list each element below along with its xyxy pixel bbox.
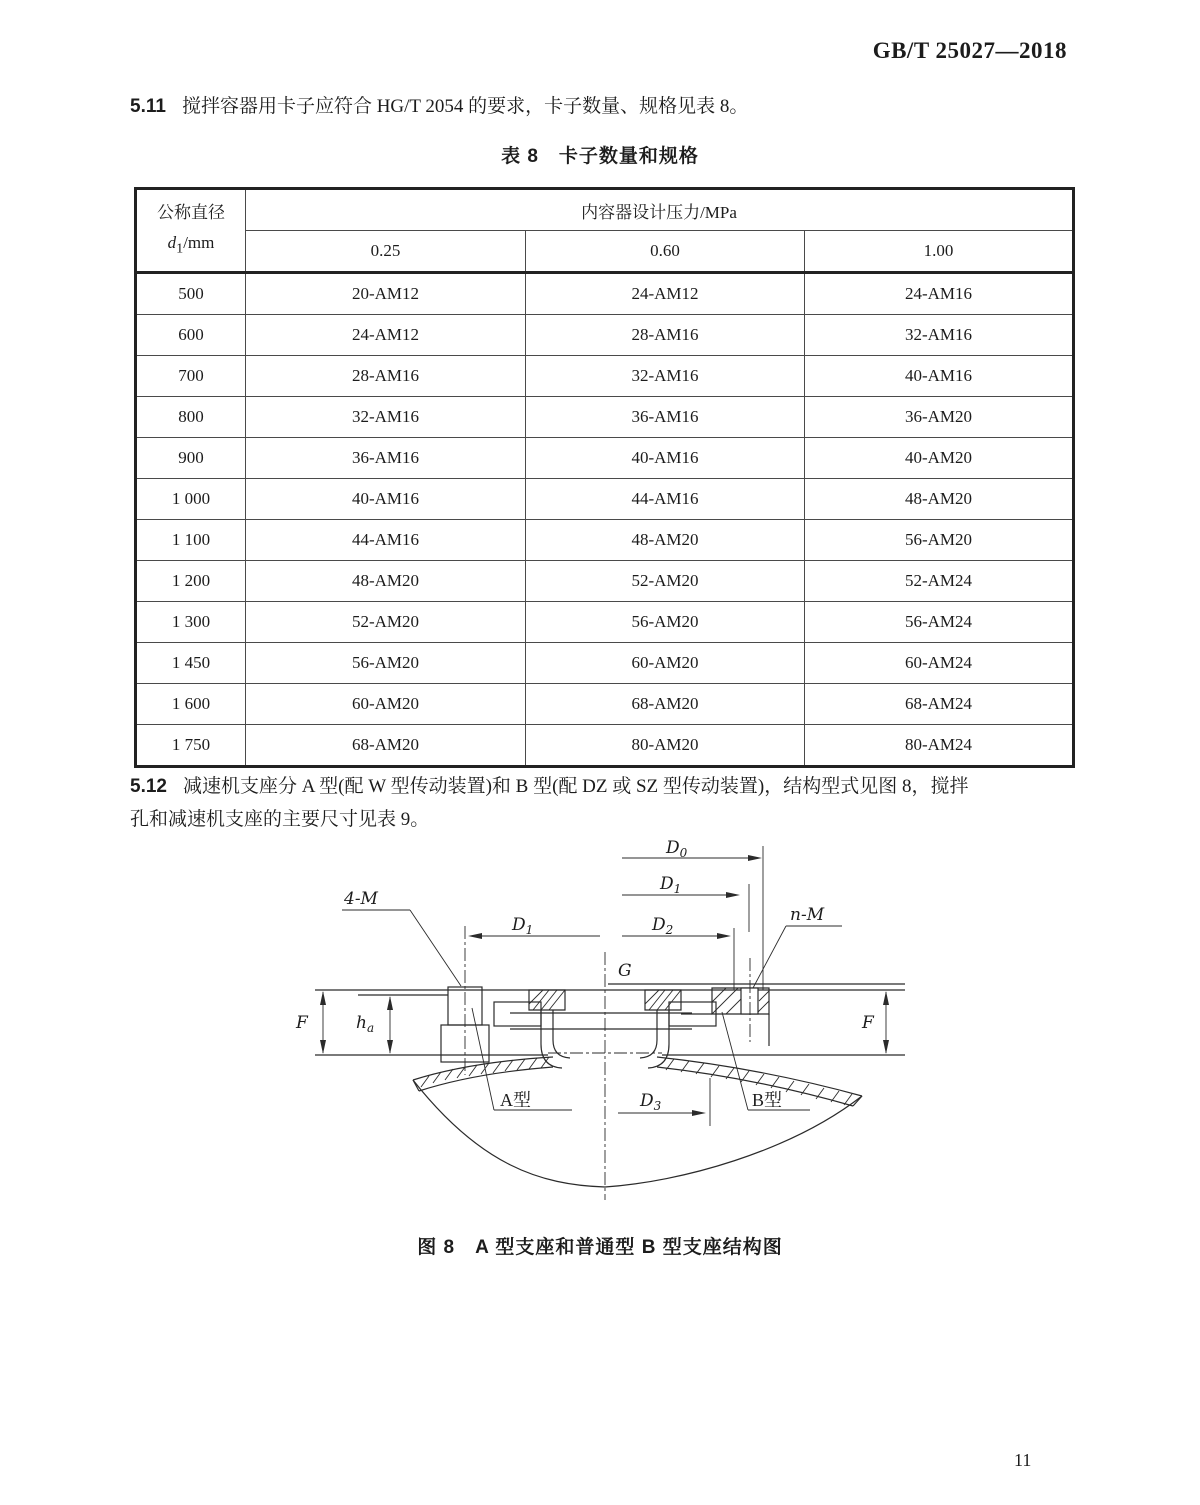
figure8-drawing xyxy=(0,840,1200,1210)
dim-label-d0: $D_0$ xyxy=(666,840,688,860)
clause-5-12 xyxy=(130,770,1075,836)
diameter-cell: 1 200 xyxy=(136,561,246,602)
dim-label-ha: $h_a$ xyxy=(356,1013,375,1035)
dim-label-d1-left: $D_1$ xyxy=(512,915,534,937)
table8 xyxy=(134,187,1075,768)
diameter-header-cell xyxy=(136,189,246,273)
section-hatching xyxy=(421,988,852,1105)
diameter-cell: 900 xyxy=(136,438,246,479)
clamp-spec-cell: 32-AM16 xyxy=(246,397,526,438)
clamp-spec-cell: 80-AM24 xyxy=(805,725,1074,767)
diameter-label: 公称直径 xyxy=(157,202,225,222)
clamp-spec-cell: 60-AM20 xyxy=(246,684,526,725)
type-a-label: A型 xyxy=(500,1090,531,1110)
table-row xyxy=(136,356,1074,397)
clamp-spec-cell: 56-AM20 xyxy=(805,520,1074,561)
clause-text: 搅拌容器用卡子应符合 HG/T 2054 的要求，卡子数量、规格见表 8。 xyxy=(181,96,749,117)
clamp-spec-cell: 24-AM16 xyxy=(805,273,1074,315)
pressure-header-cell: 内容器设计压力/MPa xyxy=(246,189,1074,231)
table-row xyxy=(136,602,1074,643)
clamp-spec-cell: 36-AM16 xyxy=(246,438,526,479)
table-row xyxy=(136,397,1074,438)
clamp-spec-cell: 24-AM12 xyxy=(246,315,526,356)
clamp-spec-cell: 24-AM12 xyxy=(526,273,805,315)
clause-5-11 xyxy=(130,90,1075,123)
diameter-cell: 1 600 xyxy=(136,684,246,725)
diameter-cell: 500 xyxy=(136,273,246,315)
diameter-cell: 1 300 xyxy=(136,602,246,643)
clause-number: 5.11 xyxy=(130,96,166,117)
clamp-spec-cell: 56-AM24 xyxy=(805,602,1074,643)
table-row xyxy=(136,520,1074,561)
table-row xyxy=(136,684,1074,725)
clamp-spec-cell: 48-AM20 xyxy=(246,561,526,602)
dim-label-d3: $D_3$ xyxy=(640,1091,662,1113)
clamp-spec-cell: 40-AM20 xyxy=(805,438,1074,479)
clause-text: 减速机支座分 A 型(配 W 型传动装置)和 B 型(配 DZ 或 SZ 型传动装置)，结构型式见图 8，搅拌 xyxy=(182,776,969,797)
table8-body xyxy=(136,273,1074,767)
bolt-label-4m: 4-M xyxy=(344,889,378,909)
clamp-spec-cell: 60-AM24 xyxy=(805,643,1074,684)
clamp-spec-cell: 80-AM20 xyxy=(526,725,805,767)
clause-number: 5.12 xyxy=(130,776,167,797)
diameter-cell: 700 xyxy=(136,356,246,397)
dim-label-g: G xyxy=(618,961,632,981)
table-row xyxy=(136,315,1074,356)
table-header-row-2 xyxy=(136,231,1074,273)
clamp-spec-cell: 32-AM16 xyxy=(526,356,805,397)
table8-header xyxy=(136,189,1074,273)
clamp-spec-cell: 40-AM16 xyxy=(246,479,526,520)
figure8-caption: 图 8 A 型支座和普通型 B 型支座结构图 xyxy=(417,1237,783,1258)
dim-label-f-left: F xyxy=(296,1013,308,1033)
dimension-lines xyxy=(323,846,886,1126)
clamp-spec-cell: 52-AM20 xyxy=(526,561,805,602)
clamp-spec-cell: 52-AM24 xyxy=(805,561,1074,602)
clamp-spec-cell: 68-AM20 xyxy=(246,725,526,767)
table-row xyxy=(136,438,1074,479)
bolt-label-nm: n-M xyxy=(790,905,825,925)
dim-label-f-right: F xyxy=(862,1013,874,1033)
diameter-cell: 800 xyxy=(136,397,246,438)
clamp-spec-cell: 56-AM20 xyxy=(246,643,526,684)
dim-label-d1-right: $D_1$ xyxy=(660,874,682,896)
standard-code: GB/T 25027—2018 xyxy=(872,38,1067,63)
table-row xyxy=(136,561,1074,602)
clamp-spec-cell: 28-AM16 xyxy=(246,356,526,397)
clamp-spec-cell: 48-AM20 xyxy=(526,520,805,561)
clause-line-2: 孔和减速机支座的主要尺寸见表 9。 xyxy=(130,809,430,830)
clamp-spec-cell: 40-AM16 xyxy=(526,438,805,479)
diameter-cell: 1 100 xyxy=(136,520,246,561)
pressure-value-cell: 1.00 xyxy=(805,231,1074,273)
pressure-value-cell: 0.60 xyxy=(526,231,805,273)
diameter-cell: 600 xyxy=(136,315,246,356)
table-header-row-1 xyxy=(136,189,1074,231)
clamp-spec-cell: 60-AM20 xyxy=(526,643,805,684)
clamp-spec-cell: 44-AM16 xyxy=(526,479,805,520)
table-row xyxy=(136,479,1074,520)
pressure-value-cell: 0.25 xyxy=(246,231,526,273)
clamp-spec-cell: 68-AM20 xyxy=(526,684,805,725)
clamp-spec-cell: 48-AM20 xyxy=(805,479,1074,520)
type-b-label: B型 xyxy=(752,1090,783,1110)
diameter-symbol: $d_1/mm$ xyxy=(167,232,215,257)
clamp-spec-cell: 68-AM24 xyxy=(805,684,1074,725)
clamp-spec-cell: 40-AM16 xyxy=(805,356,1074,397)
clamp-spec-cell: 20-AM12 xyxy=(246,273,526,315)
clause-line-1 xyxy=(130,770,1075,803)
table8-title: 表 8 卡子数量和规格 xyxy=(501,146,699,167)
clamp-spec-cell: 56-AM20 xyxy=(526,602,805,643)
clamp-spec-cell: 36-AM16 xyxy=(526,397,805,438)
clamp-spec-cell: 28-AM16 xyxy=(526,315,805,356)
clamp-spec-cell: 52-AM20 xyxy=(246,602,526,643)
dim-label-d2: $D_2$ xyxy=(652,915,674,937)
diameter-cell: 1 000 xyxy=(136,479,246,520)
diameter-cell: 1 450 xyxy=(136,643,246,684)
dimension-arrows xyxy=(320,855,889,1116)
clamp-spec-cell: 36-AM20 xyxy=(805,397,1074,438)
diameter-cell: 1 750 xyxy=(136,725,246,767)
clamp-spec-cell: 44-AM16 xyxy=(246,520,526,561)
table-row xyxy=(136,273,1074,315)
vessel-structure xyxy=(315,984,905,1187)
table-row xyxy=(136,643,1074,684)
table-row xyxy=(136,725,1074,767)
page-number: 11 xyxy=(1014,1450,1032,1470)
clamp-spec-cell: 32-AM16 xyxy=(805,315,1074,356)
